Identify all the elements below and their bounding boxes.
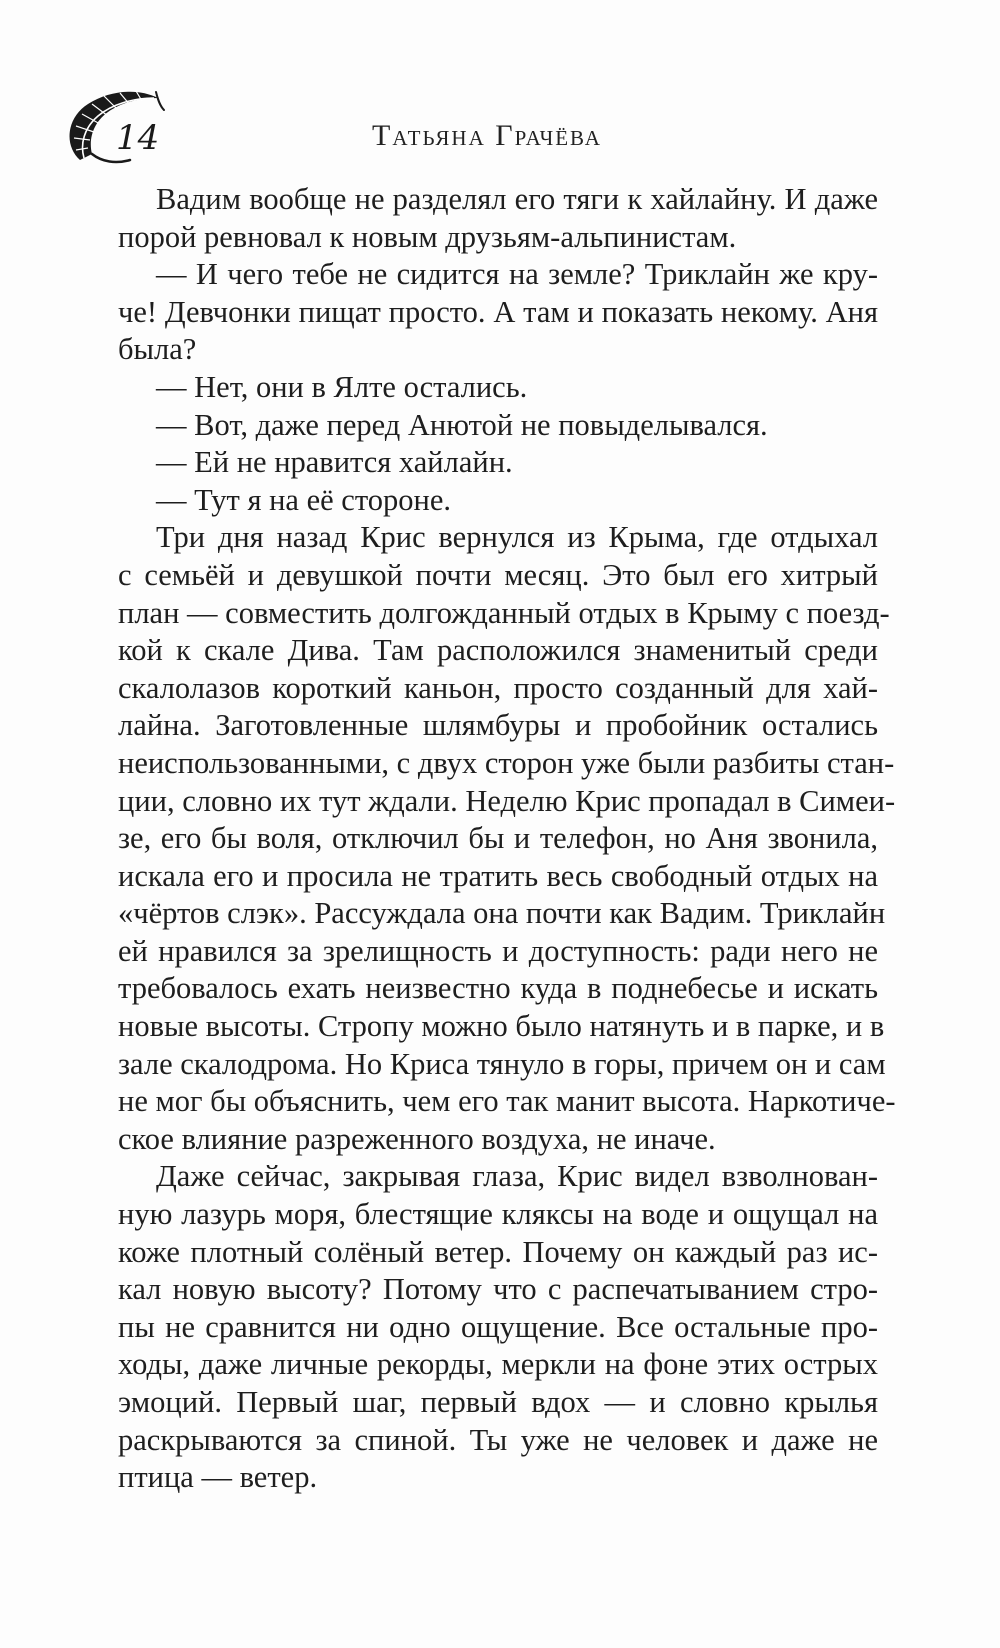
body-text [118, 181, 896, 1497]
text-line: коже плотный солёный ветер. Почему он каждый раз ис- [118, 1234, 878, 1269]
text-line: скалолазов короткий каньон, просто созданный для хай- [118, 670, 878, 705]
text-line: зе, его бы воля, отключил бы и телефон, но Аня звонила, [118, 821, 878, 856]
text-line: — И чего тебе не сидится на земле? Триклайн же кру- [156, 257, 878, 292]
text-line: кой к скале Дива. Там расположился знаменитый среди [118, 633, 878, 668]
text-line: Даже сейчас, закрывая глаза, Крис видел взволнован- [156, 1159, 878, 1194]
text-line: Три дня назад Крис вернулся из Крыма, где отдыхал [156, 520, 878, 555]
text-line: раскрываются за спиной. Ты уже не человек и даже не [118, 1422, 878, 1457]
text-line: была? [118, 332, 197, 367]
text-line: не мог бы объяснить, чем его так манит высота. Наркотиче- [118, 1084, 896, 1119]
text-line: эмоций. Первый шаг, первый вдох — и словно крылья [118, 1385, 878, 1419]
text-line: кал новую высоту? Потому что с распечатыванием стро- [118, 1272, 878, 1307]
text-line: неиспользованными, с двух сторон уже были разбиты стан- [118, 745, 895, 780]
text-line: зале скалодрома. Но Криса тянуло в горы, причем он и сам [118, 1046, 886, 1081]
text-line: «чёртов слэк». Рассуждала она почти как Вадим. Триклайн [118, 896, 886, 931]
text-line: план — совместить долгожданный отдых в Крыму с поезд- [118, 595, 890, 630]
text-line: ную лазурь моря, блестящие кляксы на воде и ощущал на [118, 1197, 878, 1232]
text-line: новые высоты. Стропу можно было натянуть и в парке, и в [118, 1009, 885, 1044]
text-line: искала его и просила не тратить весь свободный отдых на [118, 858, 878, 893]
page-header [0, 82, 1000, 172]
text-line: — Вот, даже перед Анютой не повыделывался. [156, 407, 768, 442]
text-line: ей нравился за зрелищность и доступность: ради него не [118, 933, 878, 968]
text-line: требовалось ехать неизвестно куда в поднебесье и искать [118, 971, 878, 1006]
text-line: с семьёй и девушкой почти месяц. Это был его хитрый [118, 557, 878, 592]
text-line: порой ревновал к новым друзьям-альпинистам. [118, 219, 737, 254]
text-line: — Ей не нравится хайлайн. [156, 445, 513, 480]
text-line: ходы, даже личные рекорды, меркли на фоне этих острых [118, 1347, 878, 1382]
text-line: — Нет, они в Ялте остались. [156, 369, 528, 404]
text-line: Вадим вообще не разделял его тяги к хайлайну. И даже [156, 182, 878, 216]
text-line: — Тут я на её стороне. [156, 482, 451, 517]
text-line: че! Девчонки пищат просто. А там и показать некому. Аня [118, 294, 878, 329]
text-line: ское влияние разреженного воздуха, не иначе. [118, 1121, 716, 1156]
text-line: пы не сравнится ни одно ощущение. Все остальные про- [118, 1309, 878, 1344]
page-number: 14 [116, 118, 160, 158]
text-line: ции, словно их тут ждали. Неделю Крис пропадал в Симеи- [118, 783, 896, 818]
text-line: лайна. Заготовленные шлямбуры и пробойник остались [118, 708, 878, 743]
text-line: птица — ветер. [118, 1460, 318, 1495]
running-head-author: Татьяна Грачёва [372, 119, 602, 152]
